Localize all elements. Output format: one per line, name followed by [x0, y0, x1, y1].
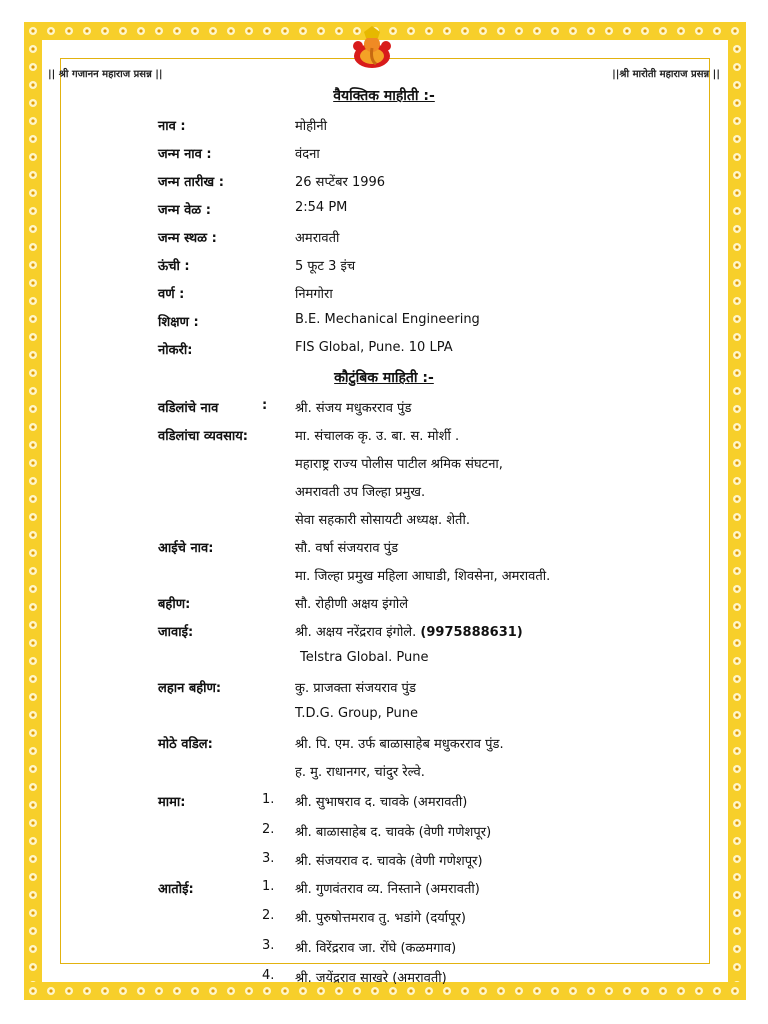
value-younger-sister-work: T.D.G. Group, Pune: [295, 706, 418, 721]
label-birth-date: जन्म तारीख :: [158, 175, 224, 190]
brother-in-law-phone: (9975888631): [420, 625, 523, 640]
mama-name-3: श्री. संजयराव द. चावके (वेणी गणेशपूर): [295, 854, 483, 869]
personal-section-title: वैयक्तिक माहीती :-: [333, 88, 435, 104]
family-section-title: कौटुंबिक माहिती :-: [334, 370, 434, 386]
value-birth-name: वंदना: [295, 147, 320, 162]
label-education: शिक्षण :: [158, 315, 199, 330]
value-uncle-name: श्री. पि. एम. उर्फ बाळासाहेब मधुकरराव पुंड.: [295, 737, 504, 752]
label-birth-place: जन्म स्थळ :: [158, 231, 217, 246]
value-education: B.E. Mechanical Engineering: [295, 312, 480, 327]
label-father-name-colon: :: [262, 398, 268, 413]
label-father-business: वडिलांचा व्यवसाय:: [158, 429, 248, 444]
brother-in-law-name: श्री. अक्षय नरेंद्रराव इंगोले.: [295, 625, 417, 640]
value-younger-sister: कु. प्राजक्ता संजयराव पुंड: [295, 681, 416, 696]
label-sister: बहीण:: [158, 597, 191, 612]
aatoi-num-3: 3.: [262, 938, 275, 953]
label-height: ऊंची :: [158, 259, 190, 274]
value-father-name: श्री. संजय मधुकरराव पुंड: [295, 401, 412, 416]
value-father-business-4: सेवा सहकारी सोसायटी अध्यक्ष. शेती.: [295, 513, 470, 528]
label-younger-sister: लहान बहीण:: [158, 681, 222, 696]
aatoi-num-2: 2.: [262, 908, 275, 923]
label-mother: आईचे नाव:: [158, 541, 214, 556]
value-complexion: निमगोरा: [295, 287, 333, 302]
label-birth-name: जन्म नाव :: [158, 147, 212, 162]
value-father-business-1: मा. संचालक कृ. उ. बा. स. मोर्शी .: [295, 429, 460, 444]
border-pattern-right: [728, 22, 746, 1000]
value-father-business-3: अमरावती उप जिल्हा प्रमुख.: [295, 485, 426, 500]
label-birth-time: जन्म वेळ :: [158, 203, 211, 218]
mama-name-1: श्री. सुभाषराव द. चावके (अमरावती): [295, 795, 468, 810]
aatoi-name-4: श्री. जयेंद्रराव साखरे (अमरावती): [295, 971, 447, 986]
aatoi-name-1: श्री. गुणवंतराव व्य. निस्ताने (अमरावती): [295, 882, 480, 897]
value-birth-date: 26 सप्टेंबर 1996: [295, 175, 386, 190]
value-brother-in-law: [295, 622, 523, 640]
value-brother-in-law-work: Telstra Global. Pune: [300, 650, 429, 665]
aatoi-name-2: श्री. पुरुषोत्तमराव तु. भडांगे (दर्यापूर): [295, 911, 466, 926]
label-job: नोकरी:: [158, 343, 193, 358]
blessing-right: ||श्री मारोती महाराज प्रसन्न ||: [612, 69, 720, 80]
ganesh-icon: [348, 26, 396, 74]
value-mother-role: मा. जिल्हा प्रमुख महिला आघाडी, शिवसेना, अमरावती.: [295, 569, 551, 584]
value-birth-time: 2:54 PM: [295, 200, 348, 215]
value-birth-place: अमरावती: [295, 231, 340, 246]
value-uncle-address: ह. मु. राधानगर, चांदुर रेल्वे.: [295, 765, 425, 780]
aatoi-num-1: 1.: [262, 879, 275, 894]
value-father-business-2: महाराष्ट्र राज्य पोलीस पाटील श्रमिक संघटना,: [295, 457, 503, 472]
mama-num-3: 3.: [262, 851, 275, 866]
value-job: FIS Global, Pune. 10 LPA: [295, 340, 453, 355]
label-aatoi: आतोई:: [158, 882, 194, 897]
label-brother-in-law: जावाई:: [158, 625, 194, 640]
mama-num-2: 2.: [262, 822, 275, 837]
border-pattern-left: [24, 22, 42, 1000]
aatoi-name-3: श्री. विरेंद्रराव जा. रोंघे (कळमगाव): [295, 941, 457, 956]
value-mother-name: सौ. वर्षा संजयराव पुंड: [295, 541, 399, 556]
value-sister: सौ. रोहीणी अक्षय इंगोले: [295, 597, 409, 612]
value-name: मोहीनी: [295, 119, 327, 134]
value-height: 5 फूट 3 इंच: [295, 259, 356, 274]
aatoi-num-4: 4.: [262, 968, 275, 983]
mama-name-2: श्री. बाळासाहेब द. चावके (वेणी गणेशपूर): [295, 825, 492, 840]
label-father-name: वडिलांचे नाव: [158, 401, 219, 416]
label-complexion: वर्ण :: [158, 287, 185, 302]
label-mama: मामा:: [158, 795, 186, 810]
blessing-left: || श्री गजानन महाराज प्रसन्न ||: [48, 69, 163, 80]
label-name: नाव :: [158, 119, 186, 134]
mama-num-1: 1.: [262, 792, 275, 807]
label-uncle: मोठे वडिल:: [158, 737, 213, 752]
